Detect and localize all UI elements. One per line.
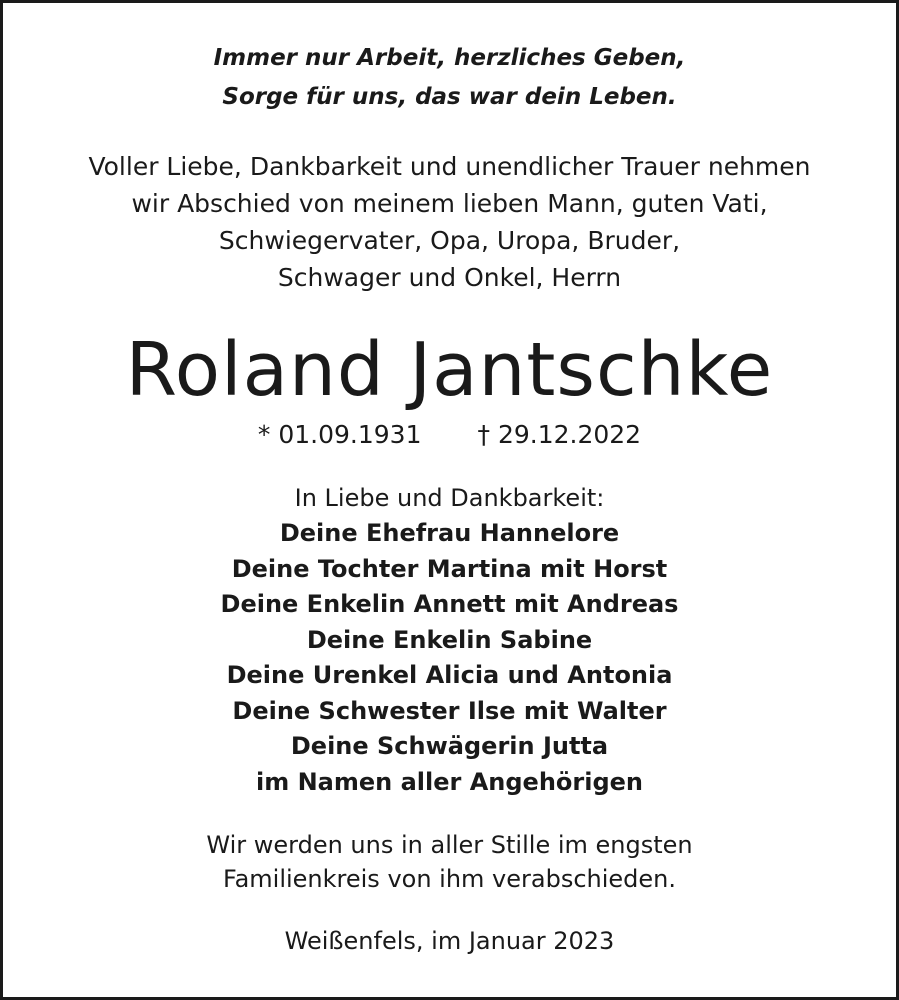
mourner-item: Deine Enkelin Sabine: [306, 625, 593, 654]
motto-line: Immer nur Arbeit, herzliches Geben,: [213, 45, 686, 71]
intro-text: [3, 148, 896, 296]
intro-line: wir Abschied von meinem lieben Mann, guten Vati,: [131, 189, 768, 218]
mourner-item: Deine Ehefrau Hannelore: [279, 519, 620, 547]
mourner-item: Deine Tochter Martina mit Horst: [231, 554, 668, 583]
intro-line: Schwiegervater, Opa, Uropa, Bruder,: [218, 226, 681, 255]
mourner-item: Deine Schwägerin Jutta: [290, 732, 609, 760]
closing-text: [3, 828, 896, 896]
mourner-item: Deine Enkelin Annett mit Andreas: [220, 590, 679, 618]
death-date: † 29.12.2022: [477, 420, 642, 449]
motto-verse: [3, 39, 896, 117]
life-dates: [3, 418, 896, 452]
motto-line: Sorge für uns, das war dein Leben.: [222, 84, 677, 110]
mourner-item: im Namen aller Angehörigen: [255, 767, 643, 796]
closing-line: Familienkreis von ihm verabschieden.: [222, 865, 677, 893]
closing-line: Wir werden uns in aller Stille im engsten: [206, 831, 693, 859]
mourners-lead: In Liebe und Dankbarkeit:: [294, 484, 605, 512]
mourners-list: [3, 480, 896, 800]
intro-line: Voller Liebe, Dankbarkeit und unendlicher Trauer nehmen: [88, 152, 811, 181]
deceased-name: Roland Jantschke: [125, 327, 774, 413]
intro-line: Schwager und Onkel, Herrn: [277, 263, 622, 292]
mourner-item: Deine Schwester Ilse mit Walter: [232, 696, 667, 725]
birth-date: * 01.09.1931: [257, 420, 422, 449]
place-date: Weißenfels, im Januar 2023: [284, 927, 615, 955]
mourner-item: Deine Urenkel Alicia und Antonia: [226, 661, 673, 689]
